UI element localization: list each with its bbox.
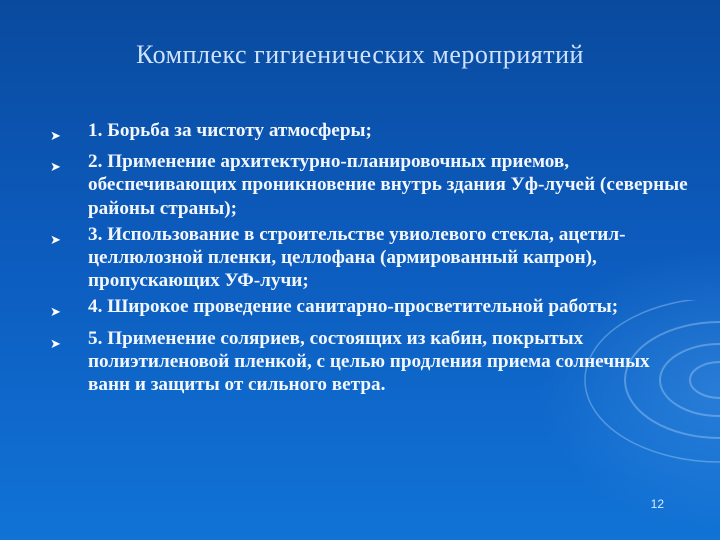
bullet-list	[50, 119, 690, 399]
list-item-text: 2. Применение архитектурно-планировочных приемов, обеспечивающих проникновение внутрь здания Уф-лучей (северные районы страны);	[88, 151, 688, 219]
arrowhead-bullet-icon: ➤	[50, 335, 61, 351]
page-number: 12	[650, 497, 664, 511]
list-item	[50, 327, 690, 397]
list-item-text: 3. Использование в строительстве увиолевого стекла, ацетил-целлюлозной пленки, целлофана (армированный капрон), пропускающих УФ-лучи;	[88, 223, 626, 292]
arrowhead-bullet-icon: ➤	[50, 304, 61, 320]
slide-title: Комплекс гигиенических мероприятий	[136, 40, 584, 69]
list-item-text: 5. Применение соляриев, состоящих из кабин, покрытых полиэтиленовой пленкой, с целью продления приема солнечных ванн и защиты от сильного ветра.	[88, 327, 650, 396]
arrowhead-bullet-icon: ➤	[50, 231, 61, 247]
list-item	[50, 223, 690, 293]
list-item-text: 4. Широкое проведение санитарно-просветительной работы;	[88, 296, 619, 318]
list-item	[50, 295, 690, 323]
list-item	[50, 150, 690, 220]
arrowhead-bullet-icon: ➤	[50, 159, 61, 175]
list-item-text: 1. Борьба за чистоту атмосферы;	[88, 120, 372, 141]
arrowhead-bullet-icon: ➤	[50, 128, 61, 143]
list-item	[50, 119, 690, 147]
